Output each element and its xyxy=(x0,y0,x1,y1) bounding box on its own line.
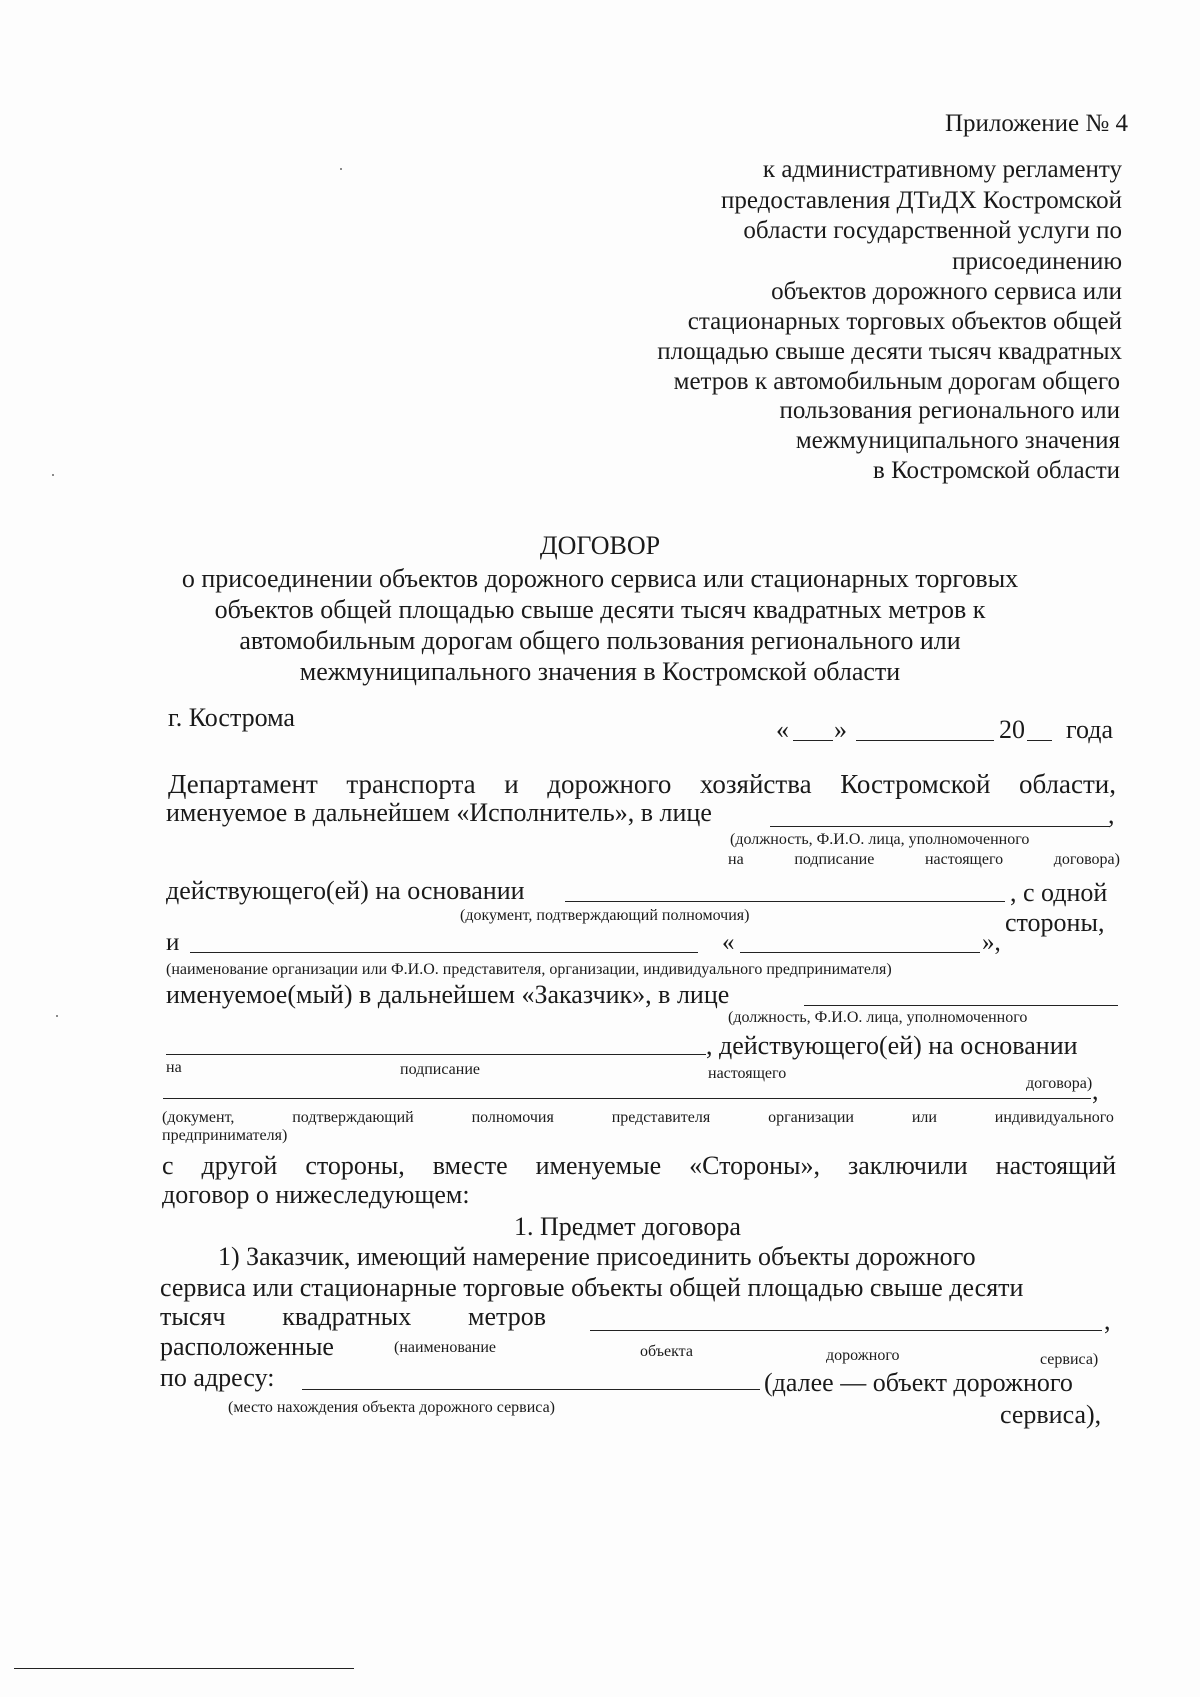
scan-speck xyxy=(56,1015,58,1017)
contract-heading: ДОГОВОР xyxy=(539,531,661,560)
word: настоящий xyxy=(995,1151,1116,1180)
word: договора) xyxy=(1053,851,1120,868)
address-suffix: (далее — объект дорожного xyxy=(764,1368,1073,1397)
appendix-line: пользования регионального или xyxy=(779,397,1120,424)
basis-blank-1 xyxy=(565,901,1005,902)
word: области, xyxy=(1018,769,1116,799)
appendix-line: в Костромской области xyxy=(873,457,1120,484)
appendix-line: к административному регламенту xyxy=(762,156,1122,183)
word: хозяйства xyxy=(699,769,812,799)
word: вместе xyxy=(432,1151,508,1180)
word: представителя xyxy=(611,1109,711,1126)
customer-quoted-blank xyxy=(740,952,980,953)
word: именуемые xyxy=(535,1151,662,1180)
other-side-line-2: договор о нижеследующем: xyxy=(162,1180,470,1209)
word: подписание xyxy=(794,851,875,868)
date-close-quote: » xyxy=(834,715,847,744)
hint-official: (должность, Ф.И.О. лица, уполномоченного xyxy=(730,831,1030,848)
section-1-p1-line1: 1) Заказчик, имеющий намерение присоединить объекты дорожного xyxy=(218,1242,976,1271)
scan-speck xyxy=(52,474,54,476)
footnote-separator xyxy=(14,1668,354,1669)
located-word: расположенные xyxy=(160,1332,334,1361)
appendix-line: межмуниципального значения xyxy=(795,427,1120,454)
hint-doc-rep xyxy=(162,1110,1114,1126)
hint-location: (место нахождения объекта дорожного сервиса) xyxy=(228,1399,556,1416)
word: «Стороны», xyxy=(689,1151,820,1180)
hint-object-3: дорожного xyxy=(826,1347,900,1364)
object-name-blank xyxy=(590,1330,1102,1331)
year-prefix: 20 xyxy=(999,715,1025,744)
word: или xyxy=(911,1109,937,1126)
word: стороны, xyxy=(305,1151,405,1180)
comma: , xyxy=(1108,800,1115,829)
word: индивидуального xyxy=(994,1109,1114,1126)
address-prefix: по адресу: xyxy=(160,1363,275,1392)
word: заключили xyxy=(847,1151,968,1180)
customer-line: именуемое(мый) в дальнейшем «Заказчик», в лице xyxy=(166,980,730,1009)
acting-basis-1: действующего(ей) на основании xyxy=(166,876,525,905)
and-word: и xyxy=(166,929,180,956)
word: и xyxy=(504,769,519,799)
hint-object-1: (наименование xyxy=(394,1339,497,1356)
quote-open: « xyxy=(722,929,735,956)
hint-object-2: объекта xyxy=(640,1343,693,1360)
date-open-quote: « xyxy=(776,715,789,744)
hint-na: на xyxy=(166,1059,182,1076)
appendix-line: объектов дорожного сервиса или xyxy=(771,278,1122,305)
word: с xyxy=(162,1151,174,1180)
hint-this: настоящего xyxy=(708,1065,787,1082)
word: полномочия xyxy=(471,1109,554,1126)
customer-official-blank-2 xyxy=(166,1054,706,1055)
contract-place: г. Кострома xyxy=(168,703,295,732)
appendix-line: области государственной услуги по xyxy=(743,217,1122,244)
word: на xyxy=(728,851,744,868)
acting-basis-2: , действующего(ей) на основании xyxy=(706,1031,1078,1060)
hint-object-4: сервиса) xyxy=(1040,1351,1099,1368)
service-word: сервиса), xyxy=(1000,1400,1102,1429)
other-side-line xyxy=(162,1153,1116,1179)
quote-close: », xyxy=(982,929,1001,956)
word: настоящего xyxy=(924,851,1004,868)
appendix-line: предоставления ДТиДХ Костромской xyxy=(721,187,1122,214)
appendix-line: присоединению xyxy=(952,248,1122,275)
appendix-line: площадью свыше десяти тысяч квадратных xyxy=(657,338,1122,365)
customer-official-blank xyxy=(804,1005,1118,1006)
year-suffix: года xyxy=(1066,715,1114,744)
customer-name-blank xyxy=(190,952,698,953)
section-1-p1-line3 xyxy=(160,1304,546,1330)
subtitle-line: межмуниципального значения в Костромской области xyxy=(299,657,901,686)
address-blank xyxy=(302,1389,760,1390)
appendix-line: метров к автомобильным дорогам общего xyxy=(673,368,1120,395)
word: квадратных xyxy=(282,1302,412,1331)
executor-official-blank xyxy=(770,826,1110,827)
word: дорожного xyxy=(547,769,672,799)
word: (документ, xyxy=(162,1109,235,1126)
side-word: стороны, xyxy=(1005,908,1105,937)
month-blank xyxy=(856,740,994,741)
appendix-number: Приложение № 4 xyxy=(944,110,1128,137)
comma-2: , xyxy=(1092,1076,1099,1105)
subtitle-line: о присоединении объектов дорожного сервиса или стационарных торговых xyxy=(181,564,1019,593)
subtitle-line: автомобильным дорогам общего пользования регионального или xyxy=(239,626,961,655)
executor-line-1 xyxy=(168,771,1116,798)
hint-official-2 xyxy=(728,852,1120,868)
executor-line-2: именуемое в дальнейшем «Исполнитель», в лице xyxy=(166,798,712,827)
day-blank xyxy=(793,740,833,741)
hint-org: (наименование организации или Ф.И.О. представителя, организации, индивидуального предпринимателя) xyxy=(166,961,892,978)
word: транспорта xyxy=(346,769,476,799)
hint-official-3: (должность, Ф.И.О. лица, уполномоченного xyxy=(728,1009,1028,1026)
word: подтверждающий xyxy=(292,1109,414,1126)
basis-blank-2 xyxy=(163,1098,1091,1099)
section-1-heading: 1. Предмет договора xyxy=(514,1212,741,1241)
hint-signing: подписание xyxy=(400,1061,480,1078)
word: Департамент xyxy=(168,769,318,799)
word: тысяч xyxy=(160,1302,226,1331)
hint-entrepreneur: предпринимателя) xyxy=(162,1127,288,1144)
scan-speck xyxy=(340,168,342,170)
subtitle-line: объектов общей площадью свыше десяти тысяч квадратных метров к xyxy=(214,595,986,624)
hint-contract: договора) xyxy=(1026,1075,1093,1092)
year-blank xyxy=(1027,740,1052,741)
word: Костромской xyxy=(840,769,991,799)
comma-3: , xyxy=(1104,1306,1111,1335)
word: метров xyxy=(468,1302,546,1331)
word: организации xyxy=(768,1109,854,1126)
hint-document: (документ, подтверждающий полномочия) xyxy=(460,907,750,924)
word: другой xyxy=(201,1151,278,1180)
section-1-p1-line2: сервиса или стационарные торговые объекты общей площадью свыше десяти xyxy=(160,1273,1024,1302)
one-side: , с одной xyxy=(1010,878,1108,907)
appendix-line: стационарных торговых объектов общей xyxy=(687,308,1122,335)
